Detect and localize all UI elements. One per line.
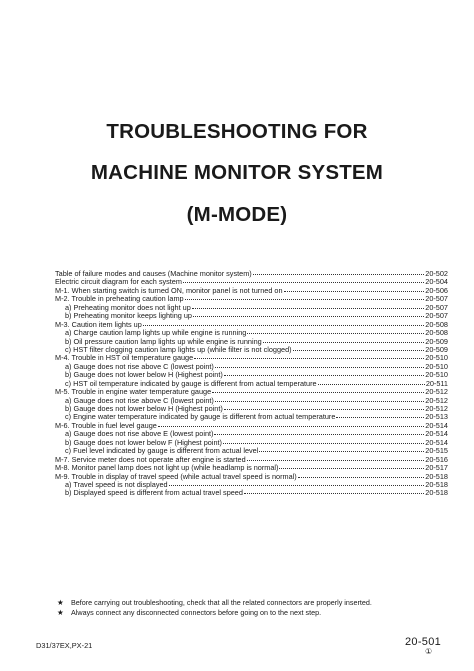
toc-entry [55,371,448,379]
note-item [57,598,372,608]
toc-entry [55,321,448,329]
toc-entry [55,405,448,413]
toc-leader-dots [158,426,424,427]
toc-entry [55,312,448,320]
page-title-line-3: (M-MODE) [186,203,288,226]
toc-entry [55,439,448,447]
page-title-line-1: TROUBLESHOOTING FOR [106,120,368,143]
toc-entry-page: 20-511 [425,378,448,388]
toc-entry-label: a) Gauge does not rise above C (lowest point) [65,362,214,371]
toc-entry-label: M-3. Caution item lights up [55,320,142,329]
toc-entry-label: b) Preheating monitor keeps lighting up [65,312,192,321]
toc-entry-label: b) Displayed speed is different from actual travel speed [65,489,243,498]
toc-entry-page: 20-514 [425,420,448,430]
toc-entry-label: b) Gauge does not lower below F (Highest point) [65,438,222,447]
toc-entry-page: 20-513 [425,412,448,422]
note-item [57,608,372,618]
toc-entry-label: Electric circuit diagram for each system [55,278,182,287]
toc-entry-page: 20-507 [425,294,448,304]
toc-leader-dots [336,417,424,418]
toc-entry-label: b) Oil pressure caution lamp lights up while engine is running [65,337,262,346]
toc-leader-dots [318,384,425,385]
toc-leader-dots [293,350,425,351]
toc-entry [55,354,448,362]
toc-leader-dots [247,460,425,461]
notes [57,598,372,618]
toc-entry [55,464,448,472]
toc-entry [55,278,448,286]
toc-entry-label: M-8. Monitor panel lamp does not light up (while headlamp is normal) [55,464,279,473]
toc-entry-page: 20-507 [425,302,448,312]
toc-leader-dots [244,493,424,494]
toc-leader-dots [169,485,425,486]
toc-entry-label: a) Charge caution lamp lights up while engine is running [65,329,247,338]
toc-entry [55,430,448,438]
toc-entry-label: c) Fuel level indicated by gauge is different from actual level [65,447,259,456]
toc-leader-dots [185,299,425,300]
toc-entry [55,270,448,278]
toc-entry-page: 20-502 [425,269,448,278]
toc-entry-page: 20-504 [425,277,448,287]
star-icon: ★ [57,598,64,607]
toc-entry-page: 20-509 [425,344,448,354]
toc-entry-label: c) Engine water temperature indicated by gauge is different from actual temperature [65,413,336,422]
toc-entry-page: 20-508 [425,319,448,329]
toc-entry-page: 20-518 [425,488,448,498]
toc-entry [55,422,448,430]
footer-page-number: 20-501 [405,636,442,648]
toc-entry-page: 20-512 [425,387,448,397]
toc-entry-label: a) Preheating monitor does not light up [65,303,191,312]
toc-leader-dots [259,451,424,452]
toc-leader-dots [223,443,424,444]
toc-entry [55,380,448,388]
toc-leader-dots [247,333,424,334]
table-of-contents [55,270,448,498]
page-title-line-2: MACHINE MONITOR SYSTEM [90,161,384,184]
toc-entry [55,329,448,337]
toc-leader-dots [215,401,424,402]
toc-leader-dots [263,342,425,343]
toc-entry-page: 20-506 [425,285,448,295]
note-text: Before carrying out troubleshooting, check that all the related connectors are properly inserted. [71,598,372,607]
toc-entry-label: Table of failure modes and causes (Machine monitor system) [55,270,252,278]
toc-leader-dots [193,316,424,317]
toc-entry [55,346,448,354]
toc-entry-label: b) Gauge does not lower below H (Highest point) [65,405,223,413]
toc-leader-dots [214,434,424,435]
toc-leader-dots [194,358,424,359]
toc-entry-page: 20-510 [425,361,448,371]
toc-leader-dots [224,375,424,376]
toc-entry [55,397,448,405]
toc-entry-label: M-4. Trouble in HST oil temperature gauge [55,354,194,363]
toc-leader-dots [183,282,424,283]
toc-entry [55,304,448,312]
toc-leader-dots [253,274,425,275]
revision-mark: ① [425,647,433,656]
star-icon: ★ [57,608,64,617]
toc-entry [55,489,448,497]
toc-entry-page: 20-509 [425,336,448,346]
toc-entry-label: a) Travel speed is not displayed [65,480,168,489]
toc-entry-label: M-2. Trouble in preheating caution lamp [55,295,184,304]
toc-entry-page: 20-510 [425,370,448,380]
toc-leader-dots [224,409,424,410]
toc-entry [55,456,448,464]
toc-entry-label: M-5. Trouble in engine water temperature gauge [55,388,212,397]
toc-leader-dots [212,392,424,393]
toc-entry-label: M-9. Trouble in display of travel speed (while actual travel speed is normal) [55,472,297,481]
revision-mark-icon [425,648,432,656]
toc-leader-dots [279,468,424,469]
note-text: Always connect any disconnected connectors before going on to the next step. [71,608,322,617]
toc-entry [55,287,448,295]
toc-entry-label: M-6. Trouble in fuel level gauge [55,421,157,430]
toc-leader-dots [192,308,425,309]
toc-entry-page: 20-518 [425,479,448,489]
toc-entry [55,481,448,489]
toc-entry-page: 20-514 [425,429,448,439]
toc-entry [55,473,448,481]
toc-leader-dots [215,367,424,368]
toc-entry-page: 20-512 [425,404,448,413]
toc-entry-page: 20-515 [425,446,448,456]
toc-entry-label: a) Gauge does not rise above E (lowest point) [65,430,214,439]
toc-entry [55,338,448,346]
toc-entry [55,363,448,371]
toc-entry-page: 20-510 [425,353,448,363]
toc-entry [55,295,448,303]
toc-entry-page: 20-508 [425,328,448,338]
toc-entry-label: b) Gauge does not lower below H (Highest point) [65,371,223,380]
toc-leader-dots [284,291,425,292]
toc-entry [55,447,448,455]
toc-entry-label: M-7. Service meter does not operate after engine is started [55,455,246,464]
toc-entry [55,413,448,421]
toc-entry-page: 20-517 [425,463,448,473]
toc-entry-page: 20-512 [425,395,448,405]
toc-entry-label: M-1. When starting switch is turned ON, monitor panel is not turned on [55,286,283,295]
toc-entry-label: c) HST oil temperature indicated by gauge is different from actual temperature [65,379,317,388]
toc-entry [55,388,448,396]
toc-entry-page: 20-518 [425,471,448,481]
toc-entry-label: c) HST filter clogging caution lamp lights up (while filter is not clogged) [65,345,292,354]
toc-leader-dots [143,325,424,326]
toc-entry-label: a) Gauge does not rise above C (lowest point) [65,396,214,405]
toc-leader-dots [298,477,425,478]
footer-model: D31/37EX,PX-21 [36,641,93,650]
toc-entry-page: 20-516 [425,454,448,464]
toc-entry-page: 20-514 [425,437,448,447]
toc-entry-page: 20-507 [425,311,448,321]
